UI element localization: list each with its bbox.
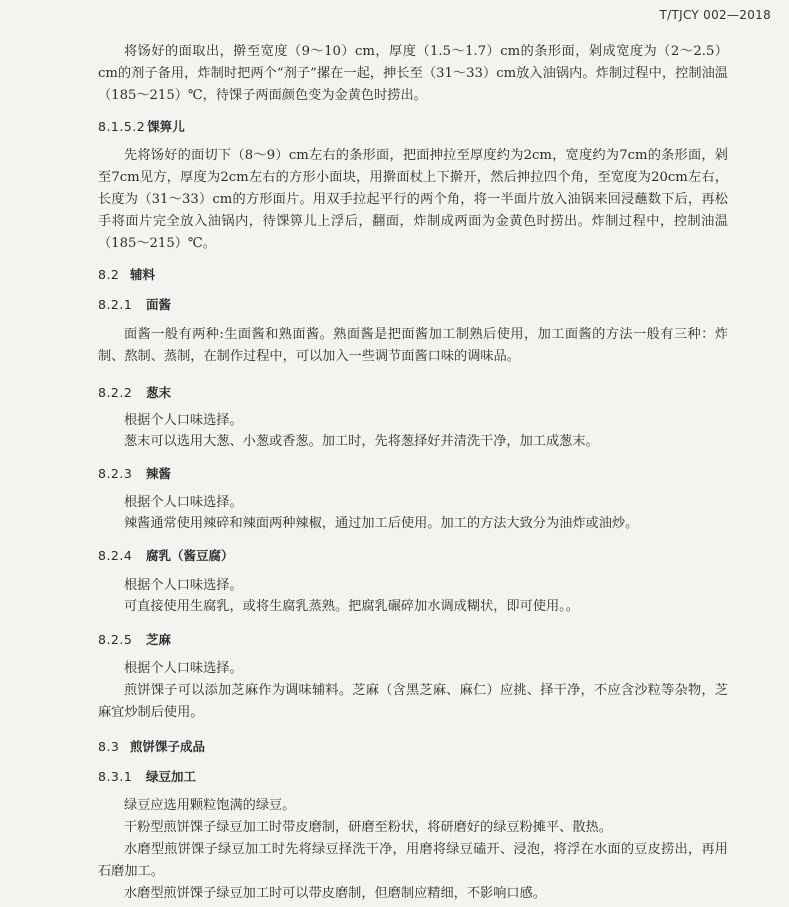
- text-line: 绿豆应选用颗粒饱满的绿豆。: [124, 798, 296, 813]
- document-number: T/TJCY 002—2018: [659, 8, 771, 22]
- heading-title: 辣酱: [146, 466, 172, 481]
- text-line: 根据个人口味选择。: [124, 495, 243, 510]
- heading-number: 8.2.1: [98, 297, 133, 312]
- heading-8-2-2: [98, 383, 171, 401]
- paragraph-zhima: 煎饼馃子可以添加芝麻作为调味辅料。芝麻（含黑芝麻、麻仁）应挑、择干净，不应含沙粒等杂物，芝麻宜炒制后使用。: [98, 683, 728, 720]
- heading-8-3-1: [98, 767, 196, 785]
- text-line: 葱末可以选用大葱、小葱或香葱。加工时，先将葱择好并清洗干净，加工成葱末。: [124, 434, 599, 449]
- heading-title: 葱末: [146, 385, 172, 400]
- heading-title: 腐乳（酱豆腐）: [146, 548, 234, 563]
- heading-number: 8.2.4: [98, 548, 133, 563]
- text-line: 水磨型煎饼馃子绿豆加工时可以带皮磨制，但磨制应精细，不影响口感。: [124, 886, 546, 901]
- heading-number: 8.3.1: [98, 769, 133, 784]
- heading-title: 馃箅儿: [147, 119, 185, 134]
- heading-number: 8.3: [98, 739, 120, 754]
- heading-title: 辅料: [130, 267, 156, 282]
- text-line: 根据个人口味选择。: [124, 661, 243, 676]
- heading-8-2-1: [98, 295, 171, 313]
- heading-title: 面酱: [146, 297, 172, 312]
- heading-title: 芝麻: [146, 632, 172, 647]
- text-line: 可直接使用生腐乳，或将生腐乳蒸熟。把腐乳碾碎加水调成糊状，即可使用。。: [124, 599, 579, 614]
- text-line: 辣酱通常使用辣碎和辣面两种辣椒，通过加工后使用。加工的方法大致分为油炸或油炒。: [124, 516, 639, 531]
- paragraph-guobier-process: 先将饧好的面切下（8～9）cm左右的条形面，把面抻拉至厚度约为2cm，宽度约为7cm的条形面，剁至7cm见方，厚度为2cm左右的方形小面块，用擀面杖上下擀开，然后抻拉四个角，至宽度为20cm左右，长度为（31～33）cm的方形面片。用双手拉起平行的两个角，将一半面片放入油锅来回浸蘸数下后，再松手将面片完全放入油锅内，待馃箅儿上浮后，翻面，炸制成两面为金黄色时捞出。炸制过程中，控制油温（185～215）℃。: [98, 148, 728, 251]
- heading-number: 8.2.2: [98, 385, 133, 400]
- heading-8-3: [98, 737, 205, 755]
- text-line: 根据个人口味选择。: [124, 413, 243, 428]
- heading-8-2: [98, 265, 155, 283]
- text-line: 根据个人口味选择。: [124, 578, 243, 593]
- paragraph-youtiao-process: 将饧好的面取出，擀至宽度（9～10）cm，厚度（1.5～1.7）cm的条形面，剁成宽度为（2～2.5）cm的剂子备用，炸制时把两个“剂子”摞在一起，抻长至（31～33）cm放入油锅内。炸制过程中，控制油温（185～215）℃，待馃子两面颜色变为金黄色时捞出。: [98, 44, 728, 103]
- heading-number: 8.1.5.2: [98, 119, 146, 134]
- heading-8-1-5-2: [98, 117, 185, 135]
- paragraph-mianjiang: 面酱一般有两种:生面酱和熟面酱。熟面酱是把面酱加工制熟后使用，加工面酱的方法一般有三种：炸制、熬制、蒸制，在制作过程中，可以加入一些调节面酱口味的调味品。: [98, 327, 728, 364]
- heading-8-2-5: [98, 630, 171, 648]
- paragraph-shuimo: 水磨型煎饼馃子绿豆加工时先将绿豆择洗干净，用磨将绿豆磕开、浸泡，将浮在水面的豆皮捞出，再用石磨加工。: [98, 842, 728, 879]
- heading-number: 8.2.3: [98, 466, 133, 481]
- heading-8-2-4: [98, 546, 234, 564]
- heading-number: 8.2: [98, 267, 120, 282]
- text-line: 干粉型煎饼馃子绿豆加工时带皮磨制，研磨至粉状，将研磨好的绿豆粉摊平、散热。: [124, 820, 612, 835]
- heading-number: 8.2.5: [98, 632, 133, 647]
- heading-8-2-3: [98, 464, 171, 482]
- heading-title: 煎饼馃子成品: [130, 739, 206, 754]
- heading-title: 绿豆加工: [146, 769, 197, 784]
